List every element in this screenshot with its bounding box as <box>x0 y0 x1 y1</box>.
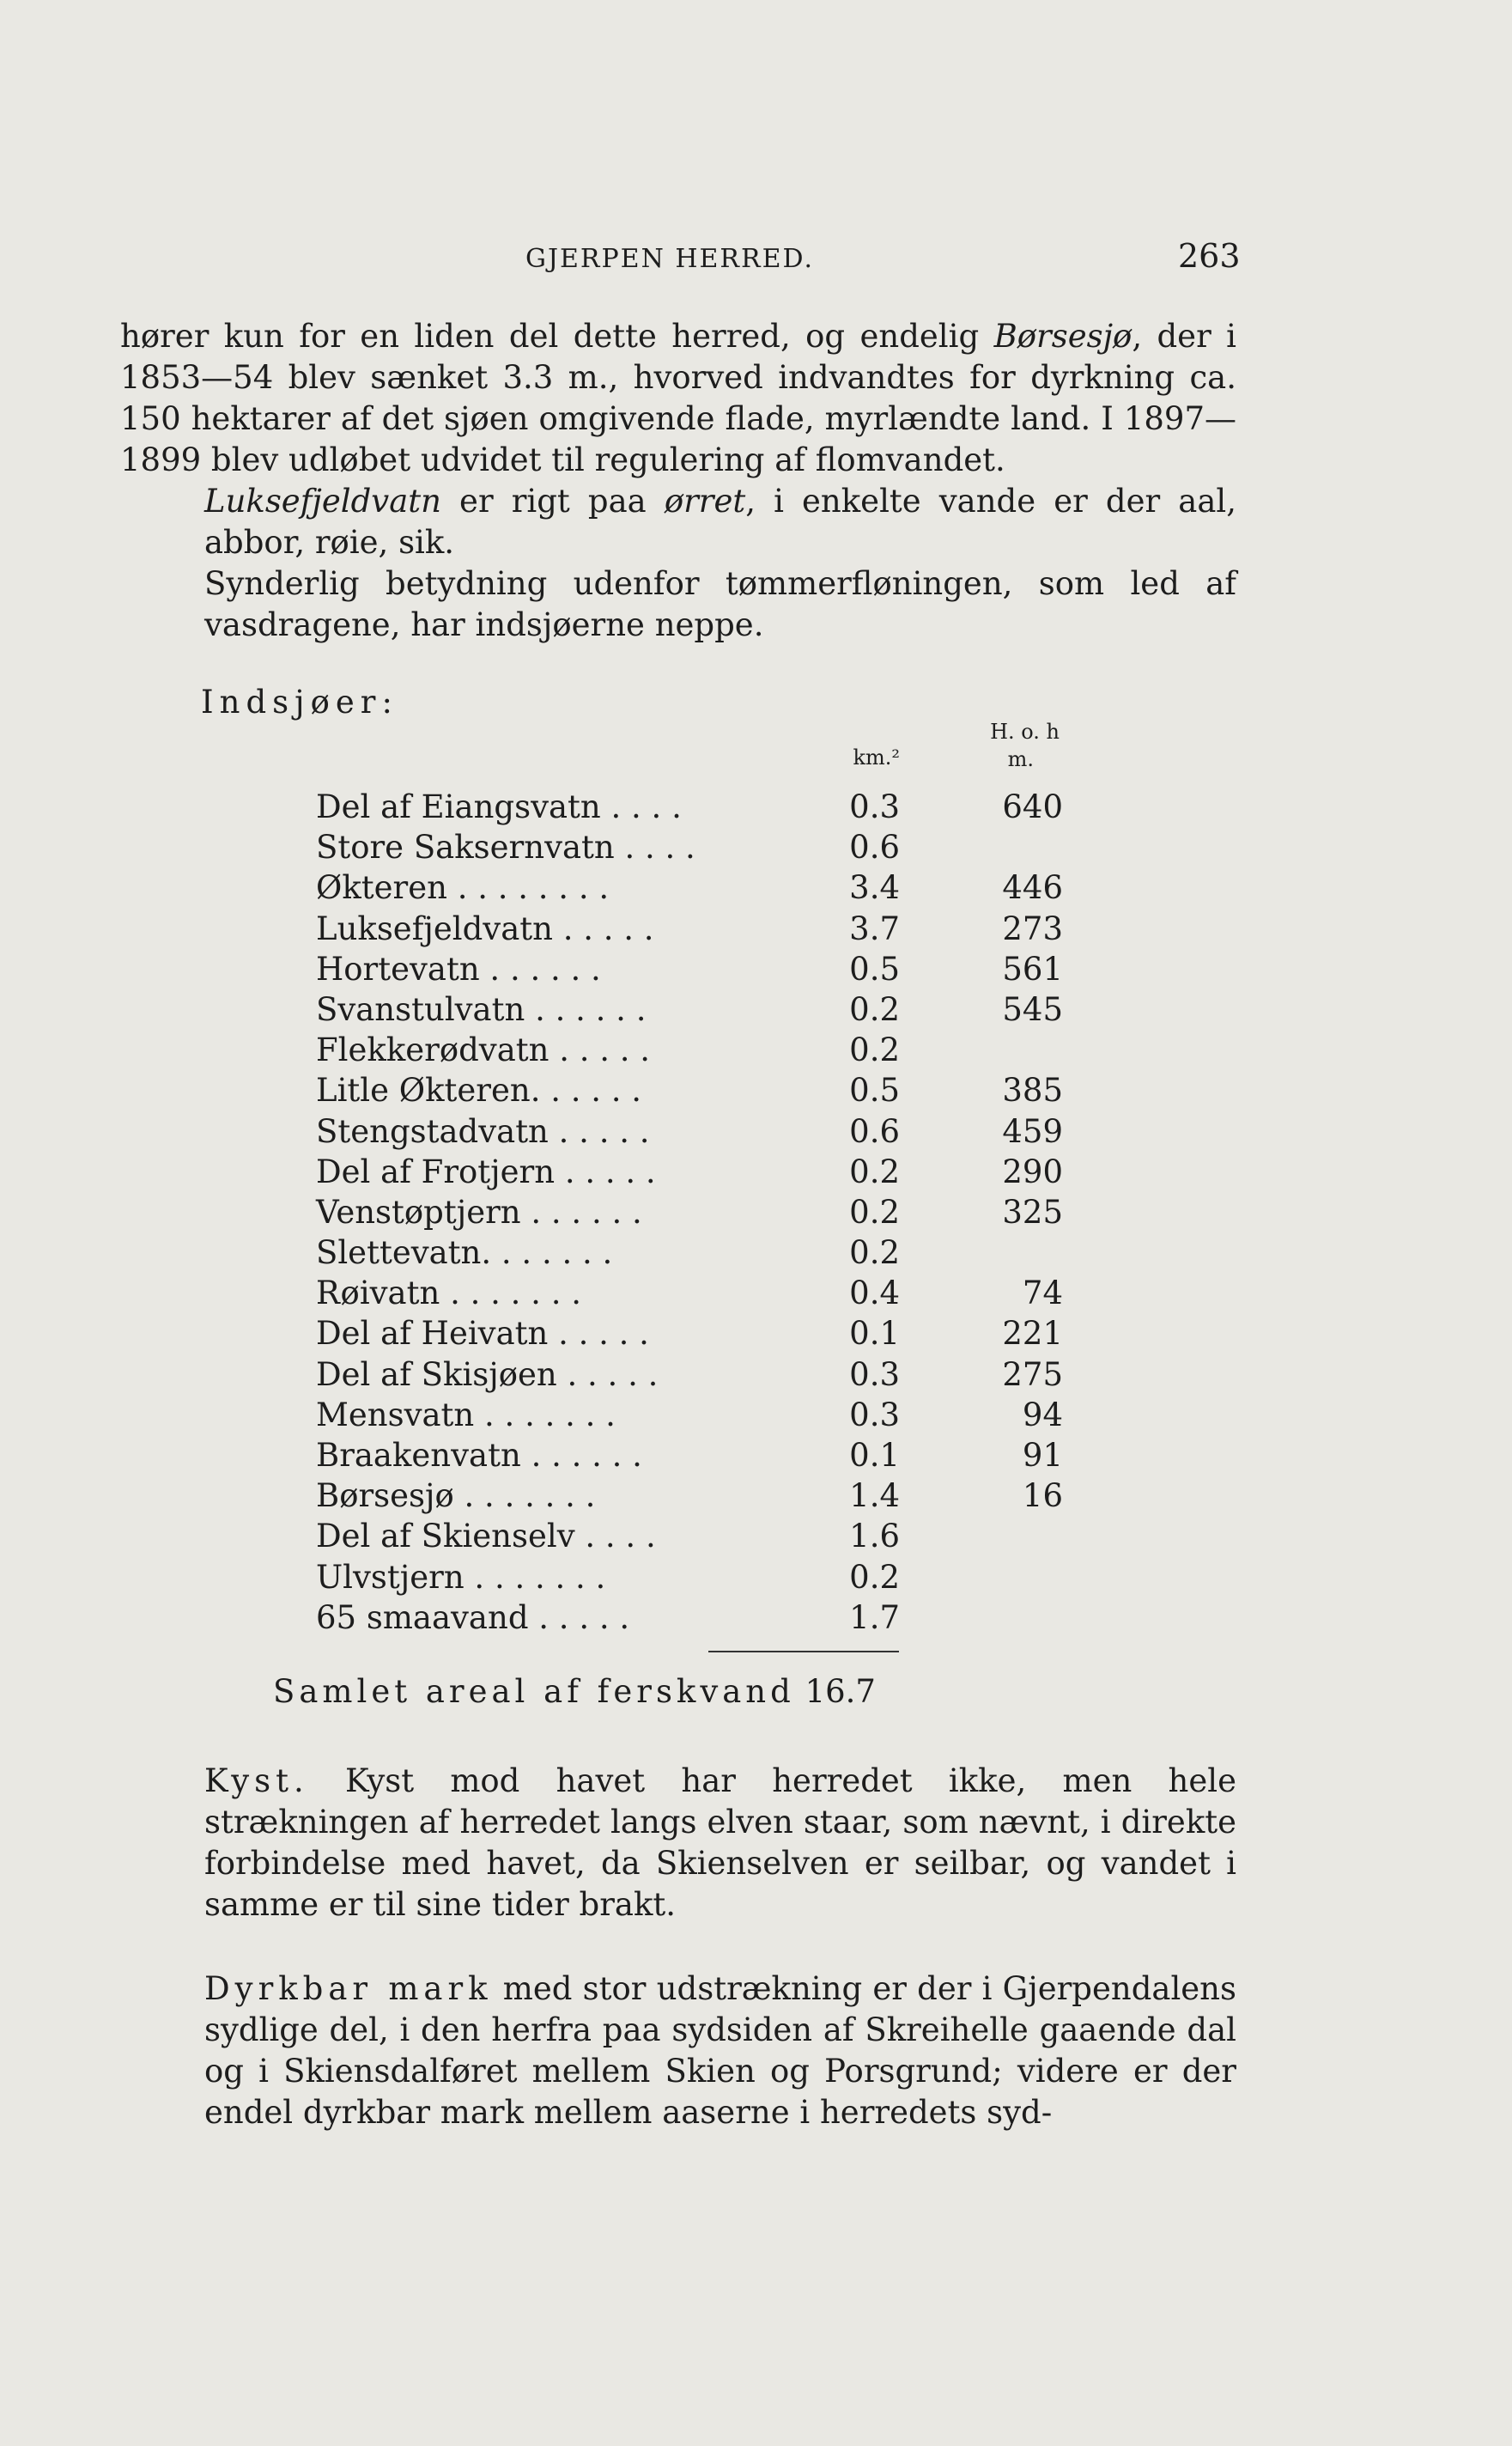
lake-height: 561 <box>1002 950 1063 988</box>
kyst-paragraph <box>120 1761 1236 1926</box>
lake-height: 74 <box>1022 1275 1063 1312</box>
lake-area: 1.4 <box>849 1477 900 1515</box>
lake-name: Børsesjø . . . . . . . <box>316 1477 596 1515</box>
height-column-header-2: m. <box>1007 747 1034 771</box>
total-area-line <box>273 1673 876 1710</box>
kyst-heading: Kyst. <box>204 1762 309 1799</box>
lake-area: 0.1 <box>849 1437 900 1474</box>
lake-name: Del af Eiangsvatn . . . . <box>316 788 682 825</box>
lake-height: 459 <box>1002 1112 1063 1150</box>
intro-paragraph-2: Luksefjeldvatn er rigt paa ørret, i enkelte vande er der aal, abbor, røie, sik. <box>204 483 1236 561</box>
intro-paragraph-3: Synderlig betydning udenfor tømmerfløningen, som led af vasdragene, har indsjøerne neppe. <box>204 565 1236 643</box>
lake-area: 0.1 <box>849 1315 900 1353</box>
lake-name: Del af Heivatn . . . . . <box>316 1315 649 1353</box>
lake-area: 0.4 <box>849 1275 900 1312</box>
dyrkbar-heading: Dyrkbar mark <box>204 1970 493 2007</box>
lake-name: Slettevatn. . . . . . . <box>316 1234 613 1272</box>
lakes-heading: Indsjøer: <box>201 684 398 721</box>
lake-height: 273 <box>1002 910 1063 947</box>
lake-height: 385 <box>1002 1072 1063 1110</box>
lake-height: 221 <box>1002 1315 1063 1353</box>
lake-area: 0.2 <box>849 1234 900 1272</box>
lake-area: 0.5 <box>849 1072 900 1110</box>
intro-paragraph-1: hører kun for en liden del dette herred, og endelig Børsesjø, der i 1853—54 blev sænket 3.3 m., hvorved indvandtes for dyrkning ca. 150 hektarer af det sjøen omgivende flade, myrlændte land. I 1897—1899 blev udløbet udvidet til regulering af flomvandet. <box>120 318 1236 478</box>
lake-height: 91 <box>1022 1437 1063 1474</box>
lake-area: 0.5 <box>849 950 900 988</box>
lake-name: Ulvstjern . . . . . . . <box>316 1558 606 1596</box>
kyst-text: Kyst mod havet har herredet ikke, men hele strækningen af herredet langs elven staar, som nævnt, i direkte forbindelse med havet, da Skienselven er seilbar, og vandet i samme er til sine tider brakt. <box>204 1762 1236 1923</box>
fish-name-italic: ørret <box>664 483 746 520</box>
lake-area: 0.3 <box>849 788 900 825</box>
lake-name: Litle Økteren. . . . . . <box>316 1072 642 1110</box>
lake-height: 446 <box>1002 869 1063 907</box>
lake-height: 94 <box>1022 1396 1063 1433</box>
lake-area: 1.6 <box>849 1518 900 1555</box>
lake-name: Svanstulvatn . . . . . . <box>316 990 647 1028</box>
lake-name-italic: Luksefjeldvatn <box>204 483 441 520</box>
lake-name: Stengstadvatn . . . . . <box>316 1112 650 1150</box>
total-divider <box>708 1651 899 1652</box>
lake-name: Del af Skisjøen . . . . . <box>316 1355 659 1393</box>
height-column-header-1: H. o. h <box>990 720 1060 744</box>
lake-name: Venstøptjern . . . . . . <box>316 1193 642 1231</box>
page-number: 263 <box>1178 237 1241 275</box>
lake-area: 0.3 <box>849 1396 900 1433</box>
lake-area: 0.2 <box>849 1193 900 1231</box>
lake-area: 0.2 <box>849 1153 900 1190</box>
intro-text <box>120 316 1236 646</box>
lake-name: Røivatn . . . . . . . <box>316 1275 581 1312</box>
lake-name: Del af Skienselv . . . . <box>316 1518 656 1555</box>
lake-area: 0.2 <box>849 990 900 1028</box>
total-value: 16.7 <box>805 1673 876 1710</box>
lake-area: 0.3 <box>849 1355 900 1393</box>
dyrkbar-text: med stor udstrækning er der i Gjerpendalens sydlige del, i den herfra paa sydsiden af Skreihelle gaaende dal og i Skiensdalføret mellem Skien og Porsgrund; videre er der endel dyrkbar mark mellem aaserne i herredets syd- <box>204 1970 1236 2131</box>
lake-name: Luksefjeldvatn . . . . . <box>316 910 654 947</box>
lake-height: 640 <box>1002 788 1063 825</box>
lake-name: Store Saksernvatn . . . . <box>316 829 695 867</box>
dyrkbar-paragraph <box>120 1968 1236 2133</box>
lake-name: Hortevatn . . . . . . <box>316 950 601 988</box>
lake-height: 545 <box>1002 990 1063 1028</box>
lake-name: Flekkerødvatn . . . . . <box>316 1031 651 1069</box>
area-column-header: km.² <box>853 745 900 770</box>
lake-area: 1.7 <box>849 1598 900 1636</box>
lake-name: Del af Frotjern . . . . . <box>316 1153 656 1190</box>
lake-name: Økteren . . . . . . . . <box>316 869 610 907</box>
total-label: Samlet areal af ferskvand <box>273 1673 795 1710</box>
lake-name: Mensvatn . . . . . . . <box>316 1396 616 1433</box>
lake-height: 16 <box>1022 1477 1063 1515</box>
lake-area: 0.6 <box>849 829 900 867</box>
lake-area: 3.4 <box>849 869 900 907</box>
running-header: GJERPEN HERRED. <box>525 244 815 274</box>
lake-height: 275 <box>1002 1355 1063 1393</box>
lake-area: 3.7 <box>849 910 900 947</box>
lake-name-italic: Børsesjø <box>993 318 1132 355</box>
lake-area: 0.2 <box>849 1558 900 1596</box>
lake-name: Braakenvatn . . . . . . <box>316 1437 642 1474</box>
lake-area: 0.6 <box>849 1112 900 1150</box>
lake-height: 290 <box>1002 1153 1063 1190</box>
lake-height: 325 <box>1002 1193 1063 1231</box>
lake-name: 65 smaavand . . . . . <box>316 1598 630 1636</box>
lake-area: 0.2 <box>849 1031 900 1069</box>
